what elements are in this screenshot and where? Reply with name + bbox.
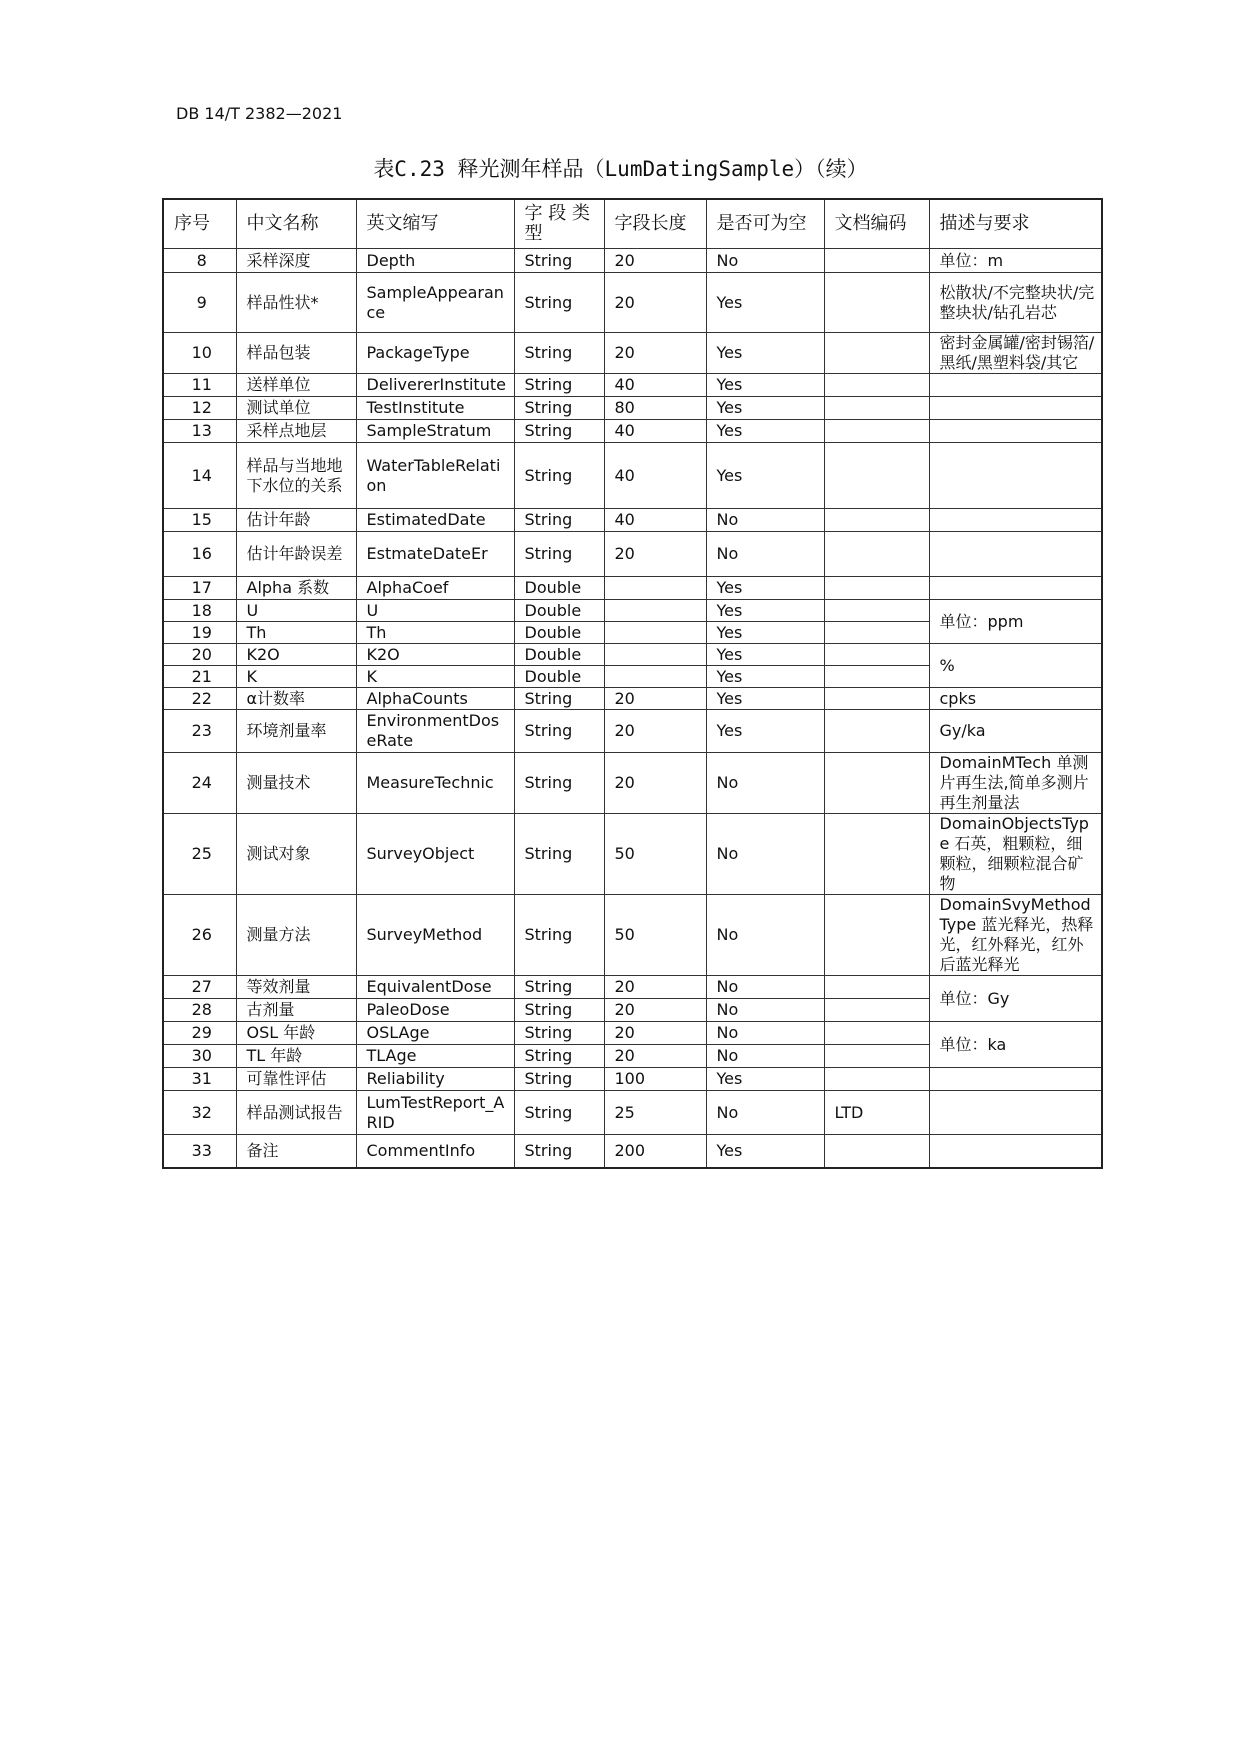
cell-null: No (706, 509, 824, 532)
cell-cn: 样品与当地地下水位的关系 (236, 443, 356, 509)
cell-no: 18 (163, 600, 236, 622)
cell-null: Yes (706, 644, 824, 666)
table-row (163, 1135, 1102, 1168)
cell-en: AlphaCounts (356, 688, 514, 710)
cell-len: 20 (604, 688, 706, 710)
cell-no: 24 (163, 753, 236, 814)
cell-no: 16 (163, 532, 236, 577)
cell-description (929, 1135, 1102, 1168)
cell-description: 单位：ppm (929, 600, 1102, 644)
document-code: DB 14/T 2382—2021 (176, 104, 343, 123)
cell-len: 40 (604, 509, 706, 532)
cell-null: No (706, 1091, 824, 1135)
cell-type: String (514, 1068, 604, 1091)
cell-null: No (706, 1022, 824, 1045)
cell-type: String (514, 249, 604, 273)
cell-code (824, 688, 929, 710)
cell-null: Yes (706, 600, 824, 622)
cell-en: PaleoDose (356, 999, 514, 1022)
cell-no: 9 (163, 273, 236, 333)
cell-cn: 可靠性评估 (236, 1068, 356, 1091)
cell-code (824, 420, 929, 443)
cell-type: String (514, 976, 604, 999)
cell-code (824, 374, 929, 397)
cell-no: 19 (163, 622, 236, 644)
cell-len: 20 (604, 333, 706, 374)
cell-description (929, 1068, 1102, 1091)
cell-cn: U (236, 600, 356, 622)
cell-no: 10 (163, 333, 236, 374)
cell-description (929, 509, 1102, 532)
cell-code (824, 666, 929, 688)
table-row (163, 532, 1102, 577)
cell-type: String (514, 1091, 604, 1135)
cell-en: SampleStratum (356, 420, 514, 443)
cell-code (824, 249, 929, 273)
column-header: 文档编码 (824, 199, 929, 249)
cell-type: String (514, 397, 604, 420)
cell-code (824, 1045, 929, 1068)
cell-description: cpks (929, 688, 1102, 710)
cell-no: 11 (163, 374, 236, 397)
cell-type: String (514, 753, 604, 814)
cell-len (604, 600, 706, 622)
cell-len: 20 (604, 753, 706, 814)
cell-description (929, 443, 1102, 509)
cell-description: DomainSvyMethodType 蓝光释光，热释光，红外释光，红外后蓝光释光 (929, 895, 1102, 976)
cell-type: Double (514, 666, 604, 688)
table-row (163, 710, 1102, 753)
cell-type: String (514, 710, 604, 753)
cell-description (929, 420, 1102, 443)
cell-description (929, 577, 1102, 600)
cell-en: MeasureTechnic (356, 753, 514, 814)
cell-null: No (706, 1045, 824, 1068)
cell-no: 25 (163, 814, 236, 895)
cell-no: 20 (163, 644, 236, 666)
cell-null: No (706, 249, 824, 273)
cell-len: 100 (604, 1068, 706, 1091)
cell-description: 松散状/不完整块状/完整块状/钻孔岩芯 (929, 273, 1102, 333)
table-row (163, 509, 1102, 532)
table-row (163, 443, 1102, 509)
column-header: 是否可为空 (706, 199, 824, 249)
table-row (163, 1091, 1102, 1135)
cell-cn: 送样单位 (236, 374, 356, 397)
cell-cn: 测量方法 (236, 895, 356, 976)
cell-code (824, 397, 929, 420)
cell-no: 14 (163, 443, 236, 509)
cell-en: DelivererInstitute (356, 374, 514, 397)
cell-en: TestInstitute (356, 397, 514, 420)
cell-len (604, 666, 706, 688)
cell-cn: 测试单位 (236, 397, 356, 420)
cell-code (824, 1135, 929, 1168)
table-row (163, 1068, 1102, 1091)
cell-en: Depth (356, 249, 514, 273)
cell-null: No (706, 814, 824, 895)
cell-len: 20 (604, 1045, 706, 1068)
cell-type: String (514, 688, 604, 710)
cell-type: String (514, 333, 604, 374)
cell-null: Yes (706, 622, 824, 644)
cell-description: % (929, 644, 1102, 688)
cell-len: 20 (604, 249, 706, 273)
cell-en: Reliability (356, 1068, 514, 1091)
table-title: 表C.23 释光测年样品（LumDatingSample）（续） (373, 157, 868, 181)
cell-type: String (514, 895, 604, 976)
cell-no: 13 (163, 420, 236, 443)
cell-null: No (706, 976, 824, 999)
cell-cn: K (236, 666, 356, 688)
cell-cn: 采样深度 (236, 249, 356, 273)
cell-no: 30 (163, 1045, 236, 1068)
column-header: 英文缩写 (356, 199, 514, 249)
cell-description (929, 374, 1102, 397)
cell-no: 26 (163, 895, 236, 976)
cell-cn: 样品包装 (236, 333, 356, 374)
cell-no: 12 (163, 397, 236, 420)
cell-en: EstimatedDate (356, 509, 514, 532)
cell-null: No (706, 895, 824, 976)
table-row (163, 333, 1102, 374)
table-row (163, 814, 1102, 895)
cell-description (929, 1091, 1102, 1135)
cell-type: String (514, 814, 604, 895)
cell-description: 密封金属罐/密封锡箔/黑纸/黑塑料袋/其它 (929, 333, 1102, 374)
cell-no: 21 (163, 666, 236, 688)
table-row (163, 397, 1102, 420)
cell-description: 单位：Gy (929, 976, 1102, 1022)
cell-cn: 估计年龄 (236, 509, 356, 532)
cell-len: 20 (604, 1022, 706, 1045)
cell-len: 50 (604, 814, 706, 895)
cell-len: 20 (604, 999, 706, 1022)
column-header: 字段长度 (604, 199, 706, 249)
cell-len: 40 (604, 374, 706, 397)
cell-null: Yes (706, 397, 824, 420)
cell-null: Yes (706, 1068, 824, 1091)
cell-en: SurveyMethod (356, 895, 514, 976)
cell-cn: K2O (236, 644, 356, 666)
cell-code (824, 333, 929, 374)
cell-len (604, 644, 706, 666)
cell-len (604, 622, 706, 644)
table-row (163, 895, 1102, 976)
cell-description: 单位：ka (929, 1022, 1102, 1068)
cell-cn: 测量技术 (236, 753, 356, 814)
cell-type: Double (514, 622, 604, 644)
cell-en: EnvironmentDoseRate (356, 710, 514, 753)
cell-cn: 样品测试报告 (236, 1091, 356, 1135)
column-header: 字 段 类 型 (514, 199, 604, 249)
cell-no: 31 (163, 1068, 236, 1091)
cell-en: K (356, 666, 514, 688)
cell-code (824, 1022, 929, 1045)
cell-cn: 样品性状* (236, 273, 356, 333)
cell-cn: OSL 年龄 (236, 1022, 356, 1045)
cell-null: Yes (706, 443, 824, 509)
cell-en: OSLAge (356, 1022, 514, 1045)
cell-no: 28 (163, 999, 236, 1022)
cell-en: Th (356, 622, 514, 644)
column-header: 描述与要求 (929, 199, 1102, 249)
column-header: 序号 (163, 199, 236, 249)
cell-description (929, 532, 1102, 577)
cell-no: 33 (163, 1135, 236, 1168)
table-row (163, 1022, 1102, 1045)
cell-cn: 备注 (236, 1135, 356, 1168)
cell-cn: Th (236, 622, 356, 644)
cell-type: String (514, 1045, 604, 1068)
cell-en: U (356, 600, 514, 622)
cell-null: No (706, 999, 824, 1022)
table-row (163, 420, 1102, 443)
cell-null: Yes (706, 688, 824, 710)
cell-cn: 估计年龄误差 (236, 532, 356, 577)
cell-en: EstmateDateEr (356, 532, 514, 577)
cell-en: LumTestReport_ARID (356, 1091, 514, 1135)
cell-code (824, 577, 929, 600)
cell-null: Yes (706, 420, 824, 443)
cell-null: Yes (706, 374, 824, 397)
cell-cn: α计数率 (236, 688, 356, 710)
cell-cn: 等效剂量 (236, 976, 356, 999)
cell-en: SampleAppearance (356, 273, 514, 333)
cell-cn: 采样点地层 (236, 420, 356, 443)
cell-description: 单位：m (929, 249, 1102, 273)
cell-code (824, 999, 929, 1022)
cell-null: Yes (706, 333, 824, 374)
cell-en: WaterTableRelation (356, 443, 514, 509)
cell-code (824, 753, 929, 814)
cell-code (824, 976, 929, 999)
cell-len: 40 (604, 443, 706, 509)
cell-cn: Alpha 系数 (236, 577, 356, 600)
cell-type: Double (514, 600, 604, 622)
table-row (163, 753, 1102, 814)
cell-en: EquivalentDose (356, 976, 514, 999)
cell-description: Gy/ka (929, 710, 1102, 753)
cell-cn: 古剂量 (236, 999, 356, 1022)
cell-no: 8 (163, 249, 236, 273)
cell-type: String (514, 532, 604, 577)
cell-en: TLAge (356, 1045, 514, 1068)
cell-type: String (514, 374, 604, 397)
cell-code (824, 814, 929, 895)
cell-null: Yes (706, 273, 824, 333)
cell-len: 20 (604, 976, 706, 999)
field-spec-table (162, 198, 1103, 1169)
cell-len: 20 (604, 273, 706, 333)
table-row (163, 688, 1102, 710)
cell-cn: TL 年龄 (236, 1045, 356, 1068)
cell-type: String (514, 1022, 604, 1045)
table-row (163, 273, 1102, 333)
cell-en: SurveyObject (356, 814, 514, 895)
cell-type: String (514, 420, 604, 443)
cell-code (824, 600, 929, 622)
table-row (163, 644, 1102, 666)
cell-len: 25 (604, 1091, 706, 1135)
cell-len: 20 (604, 710, 706, 753)
cell-no: 27 (163, 976, 236, 999)
cell-no: 15 (163, 509, 236, 532)
cell-len: 80 (604, 397, 706, 420)
cell-null: Yes (706, 577, 824, 600)
cell-null: Yes (706, 1135, 824, 1168)
cell-en: CommentInfo (356, 1135, 514, 1168)
cell-en: K2O (356, 644, 514, 666)
cell-null: No (706, 532, 824, 577)
cell-no: 22 (163, 688, 236, 710)
cell-code (824, 710, 929, 753)
table-row (163, 249, 1102, 273)
cell-code: LTD (824, 1091, 929, 1135)
cell-en: PackageType (356, 333, 514, 374)
cell-len: 40 (604, 420, 706, 443)
cell-null: No (706, 753, 824, 814)
cell-type: String (514, 509, 604, 532)
cell-cn: 环境剂量率 (236, 710, 356, 753)
cell-code (824, 273, 929, 333)
table-header-row (163, 199, 1102, 249)
cell-no: 23 (163, 710, 236, 753)
cell-len: 20 (604, 532, 706, 577)
cell-code (824, 895, 929, 976)
cell-no: 17 (163, 577, 236, 600)
cell-null: Yes (706, 710, 824, 753)
cell-type: String (514, 999, 604, 1022)
cell-type: String (514, 1135, 604, 1168)
cell-code (824, 644, 929, 666)
cell-len (604, 577, 706, 600)
cell-description: DomainMTech 单测片再生法,简单多测片再生剂量法 (929, 753, 1102, 814)
table-row (163, 600, 1102, 622)
cell-code (824, 532, 929, 577)
cell-len: 200 (604, 1135, 706, 1168)
cell-type: Double (514, 644, 604, 666)
cell-type: String (514, 443, 604, 509)
cell-cn: 测试对象 (236, 814, 356, 895)
cell-no: 32 (163, 1091, 236, 1135)
cell-code (824, 622, 929, 644)
cell-type: Double (514, 577, 604, 600)
cell-null: Yes (706, 666, 824, 688)
cell-code (824, 1068, 929, 1091)
cell-code (824, 443, 929, 509)
cell-type: String (514, 273, 604, 333)
cell-description: DomainObjectsType 石英，粗颗粒，细颗粒，细颗粒混合矿物 (929, 814, 1102, 895)
table-row (163, 976, 1102, 999)
cell-len: 50 (604, 895, 706, 976)
table-row (163, 577, 1102, 600)
cell-en: AlphaCoef (356, 577, 514, 600)
table-row (163, 374, 1102, 397)
cell-code (824, 509, 929, 532)
column-header: 中文名称 (236, 199, 356, 249)
cell-description (929, 397, 1102, 420)
cell-no: 29 (163, 1022, 236, 1045)
